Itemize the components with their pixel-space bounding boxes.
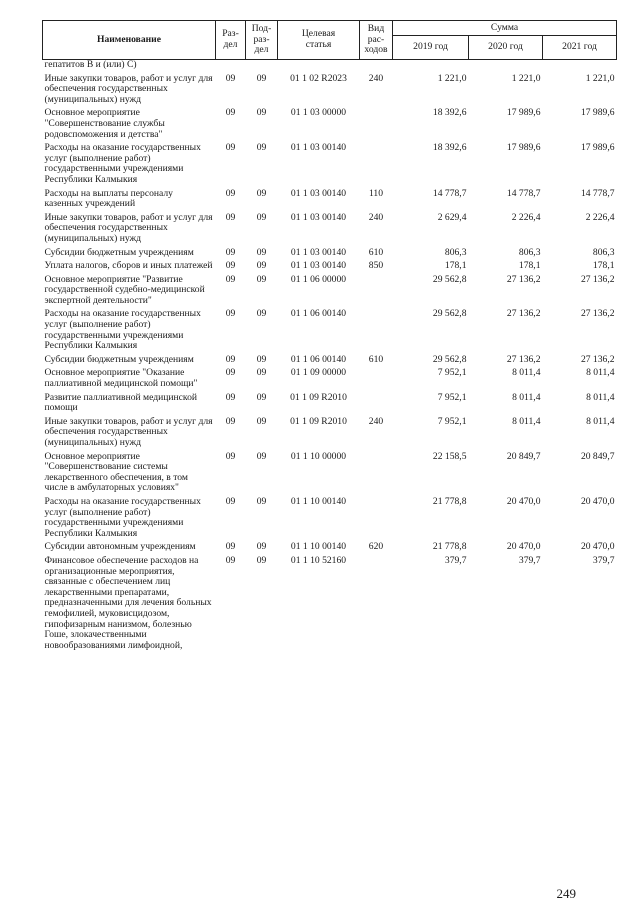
row-sum-2020: 20 849,7 <box>506 450 541 462</box>
row-celevaya-statya: 01 1 10 52160 <box>290 554 347 566</box>
row-podrazdel: 09 <box>256 187 267 199</box>
row-vid-rashodov: 110 <box>368 187 384 199</box>
row-celevaya-statya: 01 1 10 00140 <box>290 495 347 507</box>
row-name: Основное мероприятие "Совершенствование службы родовспоможения и детства" <box>44 107 165 140</box>
row-razdel: 09 <box>225 260 236 272</box>
table-row <box>43 556 617 654</box>
table-row <box>43 417 617 452</box>
row-sum-2021: 17 989,6 <box>580 107 615 119</box>
row-sum-2019: 7 952,1 <box>437 415 467 427</box>
row-sum-2020: 8 011,4 <box>512 367 541 379</box>
row-celevaya-statya: 01 1 06 00000 <box>290 273 347 285</box>
row-vid-rashodov <box>360 497 393 542</box>
row-sum-2019: 14 778,7 <box>432 187 467 199</box>
row-sum-2021: 8 011,4 <box>586 415 615 427</box>
row-sum-2019: 29 562,8 <box>432 353 467 365</box>
row-sum-2021 <box>543 60 617 74</box>
row-name: Расходы на оказание государственных услуг (выполнение работ) государственными учреждениями Республики Калмыкия <box>44 142 201 185</box>
table-row <box>43 189 617 213</box>
table-row <box>43 368 617 392</box>
row-razdel: 09 <box>225 187 236 199</box>
row-vid-rashodov <box>360 393 393 417</box>
row-celevaya-statya: 01 1 06 00140 <box>290 308 347 320</box>
table-row <box>43 143 617 188</box>
row-sum-2021: 27 136,2 <box>580 353 615 365</box>
header-vid-rashodov: Вид рас- ходов <box>360 21 393 60</box>
row-podrazdel: 09 <box>256 142 267 154</box>
row-celevaya-statya: 01 1 03 00140 <box>290 211 347 223</box>
budget-page <box>42 20 616 901</box>
table-row <box>43 355 617 369</box>
row-sum-2019: 1 221,0 <box>437 72 467 84</box>
row-vid-rashodov <box>360 368 393 392</box>
row-sum-2020: 27 136,2 <box>506 308 541 320</box>
row-name: Финансовое обеспечение расходов на организационные мероприятия, связанные с обеспечением лиц лекарственными препаратами, предназначенными для лечения больных гемофилией, муковисцидозом, гипофизарным нанизмом, болезнью Гоше, злокачественными новообразованиями лимфоидной, <box>44 554 212 651</box>
row-razdel: 09 <box>225 353 236 365</box>
row-name: Основное мероприятие "Оказание паллиативной медицинской помощи" <box>44 367 198 390</box>
table-row <box>43 275 617 310</box>
row-podrazdel: 09 <box>256 391 267 403</box>
row-sum-2020: 8 011,4 <box>512 391 541 403</box>
row-vid-rashodov: 620 <box>368 541 384 553</box>
table-row <box>43 248 617 262</box>
row-razdel: 09 <box>225 107 236 119</box>
row-vid-rashodov: 610 <box>368 246 384 258</box>
row-sum-2020: 14 778,7 <box>506 187 541 199</box>
row-name: Субсидии автономным учреждениям <box>44 541 196 553</box>
header-year-2019: 2019 год <box>393 36 469 60</box>
row-sum-2019: 379,7 <box>444 554 467 566</box>
row-razdel: 09 <box>225 415 236 427</box>
row-vid-rashodov <box>360 108 393 143</box>
row-sum-2021: 8 011,4 <box>586 391 615 403</box>
row-celevaya-statya: 01 1 03 00140 <box>290 260 347 272</box>
row-razdel: 09 <box>225 142 236 154</box>
row-celevaya-statya: 01 1 06 00140 <box>290 353 347 365</box>
row-razdel: 09 <box>225 367 236 379</box>
row-podrazdel: 09 <box>256 415 267 427</box>
row-razdel: 09 <box>225 211 236 223</box>
row-podrazdel <box>246 60 278 74</box>
row-razdel: 09 <box>225 554 236 566</box>
row-sum-2021: 8 011,4 <box>586 367 615 379</box>
row-podrazdel: 09 <box>256 367 267 379</box>
row-podrazdel: 09 <box>256 260 267 272</box>
row-sum-2020: 20 470,0 <box>506 541 541 553</box>
row-razdel: 09 <box>225 72 236 84</box>
row-sum-2019: 21 778,8 <box>432 495 467 507</box>
row-sum-2021: 1 221,0 <box>585 72 615 84</box>
row-name: Развитие паллиативной медицинской помощи <box>44 391 198 414</box>
row-sum-2020: 806,3 <box>518 246 541 258</box>
row-vid-rashodov: 240 <box>368 72 384 84</box>
row-sum-2019: 7 952,1 <box>437 367 467 379</box>
row-podrazdel: 09 <box>256 450 267 462</box>
row-sum-2020: 17 989,6 <box>506 142 541 154</box>
row-sum-2021: 17 989,6 <box>580 142 615 154</box>
row-razdel: 09 <box>225 308 236 320</box>
table-body <box>43 60 617 655</box>
row-name: гепатитов В и (или) С) <box>44 59 137 70</box>
page-number: 249 <box>556 886 576 901</box>
row-podrazdel: 09 <box>256 211 267 223</box>
row-vid-rashodov: 240 <box>368 211 384 223</box>
row-sum-2021: 2 226,4 <box>585 211 615 223</box>
header-year-2020: 2020 год <box>469 36 543 60</box>
row-vid-rashodov <box>360 275 393 310</box>
row-vid-rashodov: 850 <box>368 260 384 272</box>
row-podrazdel: 09 <box>256 273 267 285</box>
row-sum-2019: 18 392,6 <box>432 142 467 154</box>
table-row <box>43 213 617 248</box>
row-name: Иные закупки товаров, работ и услуг для обеспечения государственных (муниципальных) нужд <box>44 211 213 244</box>
table-row <box>43 393 617 417</box>
table-row <box>43 261 617 275</box>
row-sum-2019: 21 778,8 <box>432 541 467 553</box>
header-celevaya-statya: Целевая статья <box>278 21 360 60</box>
row-name: Расходы на выплаты персоналу казенных учреждений <box>44 187 173 210</box>
row-sum-2020: 27 136,2 <box>506 273 541 285</box>
row-sum-2020: 27 136,2 <box>506 353 541 365</box>
row-vid-rashodov: 610 <box>368 353 384 365</box>
header-name: Наименование <box>43 21 216 60</box>
row-podrazdel: 09 <box>256 308 267 320</box>
row-sum-2019 <box>393 60 469 74</box>
header-podrazdel: Под- раз- дел <box>246 21 278 60</box>
row-sum-2019: 29 562,8 <box>432 308 467 320</box>
row-podrazdel: 09 <box>256 495 267 507</box>
row-celevaya-statya: 01 1 09 R2010 <box>290 415 347 427</box>
row-podrazdel: 09 <box>256 107 267 119</box>
row-celevaya-statya <box>278 60 360 74</box>
budget-table <box>42 20 617 654</box>
row-sum-2020 <box>469 60 543 74</box>
row-vid-rashodov <box>360 143 393 188</box>
row-celevaya-statya: 01 1 03 00140 <box>290 246 347 258</box>
row-celevaya-statya: 01 1 10 00140 <box>290 541 347 553</box>
row-name: Субсидии бюджетным учреждениям <box>44 246 194 258</box>
row-sum-2019: 806,3 <box>444 246 467 258</box>
row-razdel: 09 <box>225 541 236 553</box>
row-celevaya-statya: 01 1 03 00140 <box>290 142 347 154</box>
row-name: Уплата налогов, сборов и иных платежей <box>44 260 213 272</box>
row-razdel: 09 <box>225 495 236 507</box>
row-sum-2019: 178,1 <box>444 260 467 272</box>
row-vid-rashodov <box>360 452 393 497</box>
row-name: Основное мероприятие "Совершенствование системы лекарственного обеспечения, в том числе в амбулаторных условиях" <box>44 450 188 494</box>
row-podrazdel: 09 <box>256 72 267 84</box>
table-row <box>43 60 617 74</box>
row-sum-2019: 18 392,6 <box>432 107 467 119</box>
row-sum-2020: 2 226,4 <box>511 211 541 223</box>
row-celevaya-statya: 01 1 10 00000 <box>290 450 347 462</box>
header-razdel: Раз- дел <box>216 21 246 60</box>
row-sum-2021: 806,3 <box>592 246 615 258</box>
row-name: Основное мероприятие "Развитие государственной судебно-медицинской экспертной деятельности" <box>44 273 205 306</box>
row-razdel <box>216 60 246 74</box>
row-celevaya-statya: 01 1 09 00000 <box>290 367 347 379</box>
row-sum-2021: 27 136,2 <box>580 273 615 285</box>
row-vid-rashodov <box>360 309 393 354</box>
row-vid-rashodov <box>360 60 393 74</box>
row-name: Расходы на оказание государственных услуг (выполнение работ) государственными учреждениями Республики Калмыкия <box>44 308 201 352</box>
table-row <box>43 74 617 109</box>
header-summa: Сумма <box>393 21 617 36</box>
row-podrazdel: 09 <box>256 541 267 553</box>
table-row <box>43 452 617 497</box>
row-podrazdel: 09 <box>256 554 267 566</box>
row-sum-2021: 27 136,2 <box>580 308 615 320</box>
row-sum-2019: 29 562,8 <box>432 273 467 285</box>
row-podrazdel: 09 <box>256 246 267 258</box>
row-razdel: 09 <box>225 273 236 285</box>
row-name: Субсидии бюджетным учреждениям <box>44 353 194 365</box>
row-name: Иные закупки товаров, работ и услуг для обеспечения государственных (муниципальных) нужд <box>44 72 213 105</box>
row-podrazdel: 09 <box>256 353 267 365</box>
row-sum-2019: 22 158,5 <box>432 450 467 462</box>
row-sum-2020: 20 470,0 <box>506 495 541 507</box>
row-sum-2020: 178,1 <box>518 260 541 272</box>
row-sum-2021: 178,1 <box>592 260 615 272</box>
table-row <box>43 108 617 143</box>
table-row <box>43 497 617 542</box>
row-celevaya-statya: 01 1 09 R2010 <box>290 391 347 403</box>
table-header <box>43 21 617 60</box>
row-sum-2021: 379,7 <box>592 554 615 566</box>
row-sum-2021: 20 470,0 <box>580 541 615 553</box>
row-sum-2019: 7 952,1 <box>437 391 467 403</box>
row-sum-2020: 8 011,4 <box>512 415 541 427</box>
row-celevaya-statya: 01 1 02 R2023 <box>290 72 347 84</box>
table-row <box>43 542 617 556</box>
row-name: Расходы на оказание государственных услуг (выполнение работ) государственными учреждениями Республики Калмыкия <box>44 495 201 539</box>
row-vid-rashodov: 240 <box>368 415 384 427</box>
row-sum-2020: 17 989,6 <box>506 107 541 119</box>
row-name: Иные закупки товаров, работ и услуг для обеспечения государственных (муниципальных) нужд <box>44 415 213 448</box>
row-razdel: 09 <box>225 246 236 258</box>
row-sum-2020: 1 221,0 <box>511 72 541 84</box>
row-razdel: 09 <box>225 450 236 462</box>
row-sum-2021: 14 778,7 <box>580 187 615 199</box>
row-razdel: 09 <box>225 391 236 403</box>
table-row <box>43 309 617 354</box>
row-celevaya-statya: 01 1 03 00000 <box>290 107 347 119</box>
row-sum-2021: 20 849,7 <box>580 450 615 462</box>
row-sum-2020: 379,7 <box>518 554 541 566</box>
row-sum-2019: 2 629,4 <box>437 211 467 223</box>
header-year-2021: 2021 год <box>543 36 617 60</box>
row-celevaya-statya: 01 1 03 00140 <box>290 187 347 199</box>
row-sum-2021: 20 470,0 <box>580 495 615 507</box>
row-vid-rashodov <box>360 556 393 654</box>
